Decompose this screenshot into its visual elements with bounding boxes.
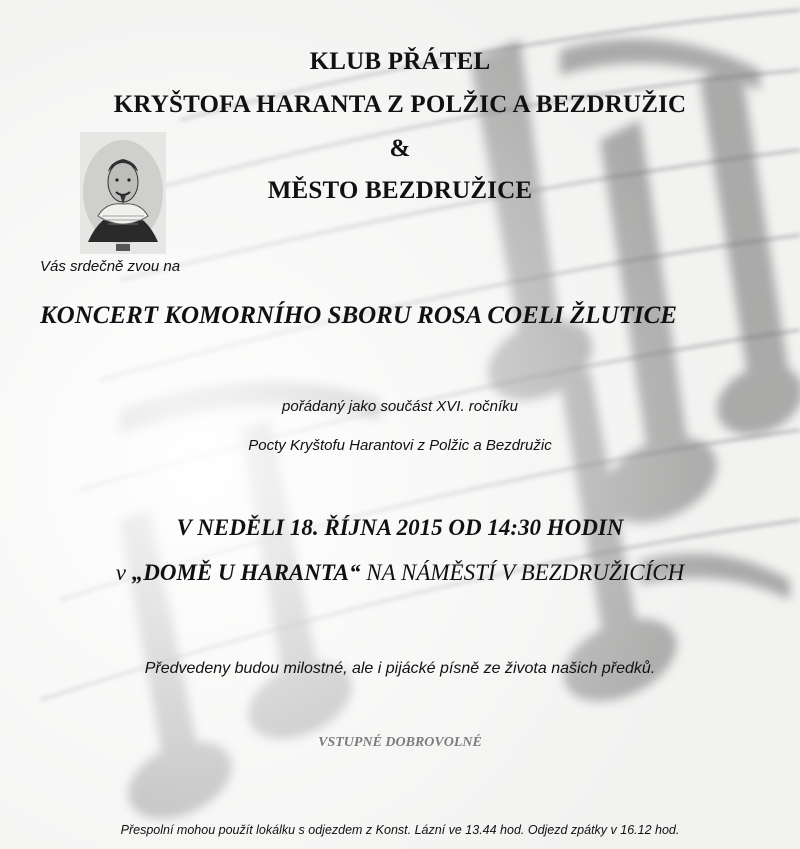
event-date-time: V NEDĚLI 18. ŘÍJNA 2015 OD 14:30 HODIN — [176, 515, 624, 540]
header-town-line: MĚSTO BEZDRUŽICE — [267, 177, 533, 204]
venue-name: „DOMĚ U HARANTA“ — [131, 560, 361, 585]
subtitle-tribute: Pocty Kryštofu Harantovi z Polžic a Bezdružic — [248, 437, 552, 454]
location-prefix: v — [115, 560, 132, 585]
event-location — [0, 560, 800, 586]
subtitle-edition: pořádaný jako součást XVI. ročníku — [282, 398, 518, 415]
portrait-engraving-icon — [80, 132, 166, 254]
invitation-text: Vás srdečně zvou na — [40, 258, 181, 275]
header-ampersand: & — [389, 135, 411, 162]
concert-title: KONCERT KOMORNÍHO SBORU ROSA COELI ŽLUTICE — [40, 302, 677, 329]
performance-note: Předvedeny budou milostné, ale i pijácké písně ze života našich předků. — [144, 660, 656, 677]
location-suffix: NA NÁMĚSTÍ V BEZDRUŽICÍCH — [360, 560, 685, 585]
admission-note: VSTUPNÉ DOBROVOLNÉ — [318, 735, 482, 750]
header-club-line: KLUB PŘÁTEL — [309, 48, 491, 75]
train-info-footer: Přespolní mohou použít lokálku s odjezdem z Konst. Lázní ve 13.44 hod. Odjezd zpátky v 16.12 hod. — [120, 823, 680, 837]
header-haranta-line: KRYŠTOFA HARANTA Z POLŽIC A BEZDRUŽIC — [113, 91, 687, 118]
